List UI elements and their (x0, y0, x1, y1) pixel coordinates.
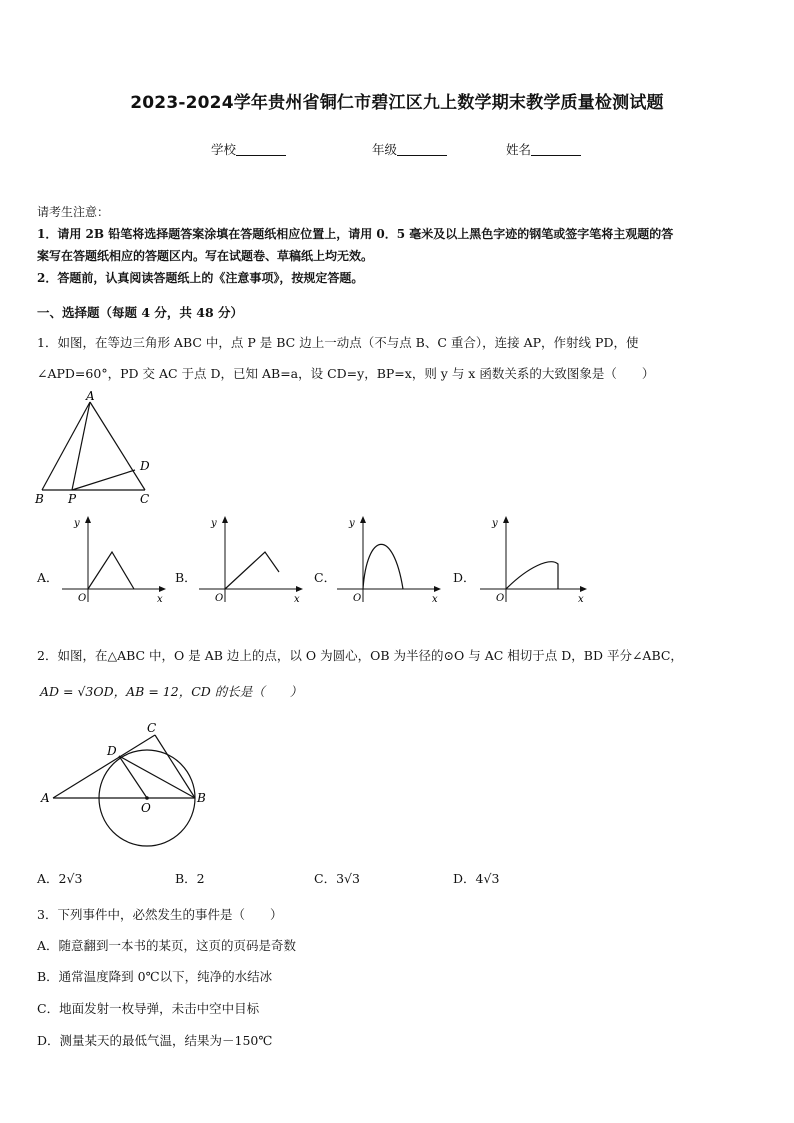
q2-line2: AD = √3OD，AB = 12，CD 的长是（ ） (40, 684, 303, 699)
x-arrow (580, 586, 587, 592)
q1-option-b-label: B． (175, 570, 197, 585)
label-o: O (141, 801, 151, 815)
x-label: x (432, 594, 438, 605)
label-c: C (147, 721, 157, 735)
grade-label: 年级 (372, 142, 398, 157)
label-b: B (35, 492, 44, 506)
x-arrow (434, 586, 441, 592)
segment-ac (53, 735, 155, 798)
y-label: y (211, 518, 217, 529)
q1-option-c-label: C． (314, 570, 337, 585)
x-label: x (294, 594, 300, 605)
ray-pd (72, 470, 135, 490)
origin-label: O (496, 593, 505, 604)
y-arrow (85, 516, 91, 523)
curve (506, 562, 558, 589)
q3-option-d: D．测量某天的最低气温，结果为－150℃ (37, 1033, 273, 1048)
label-b: B (197, 791, 206, 805)
segment-cb (155, 735, 195, 798)
origin-label: O (353, 593, 362, 604)
q3-option-b: B．通常温度降到 0℃以下，纯净的水结冰 (37, 969, 273, 984)
notice-heading: 请考生注意： (37, 205, 110, 219)
side-ac (90, 402, 145, 490)
q2-option-c: C．3√3 (314, 871, 360, 886)
q1-line2: ∠APD=60°，PD 交 AC 于点 D，已知 AB=a，设 CD=y，BP=x，则 y 与 x 函数关系的大致图象是（ ） (37, 366, 655, 381)
school-label: 学校 (211, 142, 237, 157)
label-a: A (41, 791, 50, 805)
segment-do (119, 756, 147, 798)
y-label: y (349, 518, 355, 529)
grade-blank (397, 143, 447, 156)
label-a: A (86, 390, 95, 403)
segment-db (119, 756, 195, 798)
notice-block (37, 201, 761, 289)
x-arrow (296, 586, 303, 592)
label-p: P (68, 492, 77, 506)
page-title: 2023-2024学年贵州省铜仁市碧江区九上数学期末教学质量检测试题 (130, 93, 664, 113)
x-label: x (157, 594, 163, 605)
y-label: y (74, 518, 80, 529)
q1-graph-a (60, 512, 170, 607)
q1-line1: 1．如图，在等边三角形 ABC 中，点 P 是 BC 边上一动点（不与点 B、C 重合），连接 AP，作射线 PD，使 (37, 335, 639, 350)
y-arrow (503, 516, 509, 523)
q1-graph-c (335, 512, 445, 607)
y-label: y (492, 518, 498, 529)
q2-line1: 2．如图，在△ABC 中，O 是 AB 边上的点，以 O 为圆心，OB 为半径的⊙O 与 AC 相切于点 D，BD 平分∠ABC， (37, 648, 683, 663)
side-ab (42, 402, 90, 490)
curve (225, 552, 279, 589)
notice-item-1a: 1．请用 2B 铅笔将选择题答案涂填在答题纸相应位置上，请用 0．5 毫米及以上黑色字迹的钢笔或签字笔将主观题的答 (37, 227, 674, 241)
notice-item-2: 2．答题前，认真阅读答题纸上的《注意事项》，按规定答题。 (37, 271, 364, 285)
school-blank (236, 143, 286, 156)
q3-option-a: A．随意翻到一本书的某页，这页的页码是奇数 (37, 938, 297, 953)
segment-ap (72, 402, 90, 490)
q1-triangle-figure (30, 390, 160, 510)
q1-graph-d (478, 512, 593, 607)
q1-option-a-label: A． (37, 570, 59, 585)
grade-field (372, 140, 447, 158)
label-d: D (107, 744, 117, 758)
y-arrow (360, 516, 366, 523)
q2-option-a: A．2√3 (37, 871, 83, 886)
q2-option-b: B．2 (175, 871, 205, 886)
q3-option-c: C．地面发射一枚导弹，未击中空中目标 (37, 1001, 260, 1016)
q1-graph-b (197, 512, 307, 607)
q1-option-d-label: D． (453, 570, 476, 585)
origin-label: O (215, 593, 224, 604)
label-c: C (140, 492, 150, 506)
q3-stem: 3．下列事件中，必然发生的事件是（ ） (37, 907, 283, 922)
section-heading: 一、选择题（每题 4 分，共 48 分） (37, 305, 244, 320)
x-label: x (578, 594, 584, 605)
school-field (211, 140, 286, 158)
notice-item-1b: 案写在答题纸相应的答题区内。写在试题卷、草稿纸上均无效。 (37, 249, 374, 263)
q2-option-d: D．4√3 (453, 871, 500, 886)
name-blank (531, 143, 581, 156)
q2-circle-figure (35, 718, 215, 850)
name-field (506, 140, 581, 158)
origin-label: O (78, 593, 87, 604)
curve (363, 544, 403, 589)
name-label: 姓名 (506, 142, 532, 157)
y-arrow (222, 516, 228, 523)
x-arrow (159, 586, 166, 592)
center-dot (145, 796, 149, 800)
curve (88, 552, 134, 589)
label-d: D (140, 459, 150, 473)
